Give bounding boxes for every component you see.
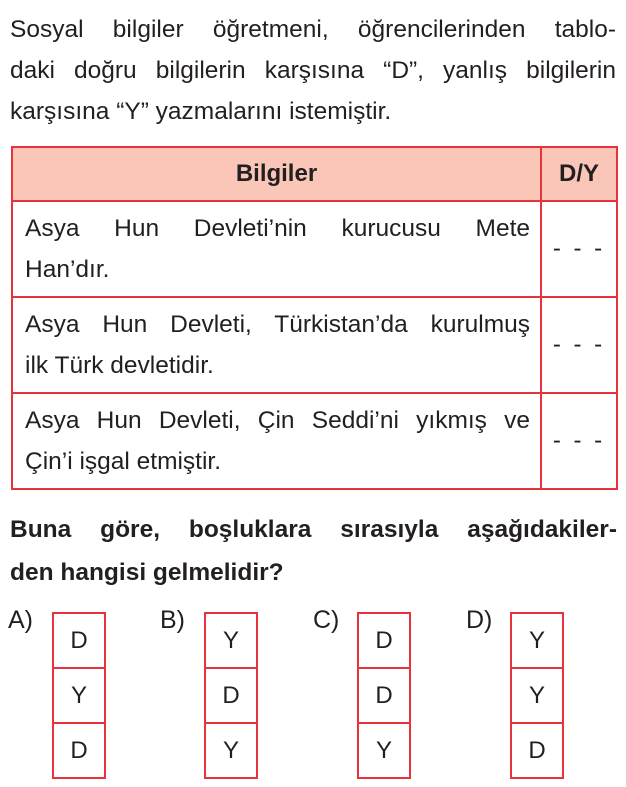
option-label: A) bbox=[8, 606, 33, 634]
option-label: C) bbox=[313, 606, 340, 634]
option-box bbox=[510, 612, 564, 779]
option-box bbox=[204, 612, 258, 779]
table-row bbox=[12, 297, 617, 393]
option-cell: D bbox=[358, 668, 410, 723]
option-cell: Y bbox=[205, 613, 257, 668]
option-cell: Y bbox=[511, 668, 563, 723]
statement-line: ilk Türk devletidir. bbox=[25, 352, 214, 379]
question-line: den hangisi gelmelidir? bbox=[10, 559, 284, 586]
option-cell: D bbox=[205, 668, 257, 723]
option-box bbox=[52, 612, 106, 779]
table-header-row bbox=[12, 147, 617, 201]
answer-blank: - - - bbox=[541, 297, 617, 393]
intro-line: karşısına “Y” yazmalarını istemiştir. bbox=[10, 98, 392, 125]
option-cell: Y bbox=[358, 723, 410, 778]
header-dy: D/Y bbox=[541, 147, 617, 201]
option-label: B) bbox=[160, 606, 185, 634]
question-text bbox=[10, 508, 617, 594]
option-cell: Y bbox=[511, 613, 563, 668]
intro-line: daki doğru bilgilerin karşısına “D”, yanlış bilgilerin bbox=[10, 57, 616, 84]
statement-cell bbox=[12, 393, 541, 489]
statement-line: Asya Hun Devleti, Çin Seddi’ni yıkmış ve bbox=[25, 407, 530, 434]
intro-text bbox=[10, 9, 616, 132]
table-row bbox=[12, 201, 617, 297]
option-cell: Y bbox=[53, 668, 105, 723]
statement-cell bbox=[12, 201, 541, 297]
answer-blank: - - - bbox=[541, 201, 617, 297]
statement-line: Çin’i işgal etmiştir. bbox=[25, 448, 222, 475]
statement-line: Asya Hun Devleti, Türkistan’da kurulmuş bbox=[25, 311, 530, 338]
option-box bbox=[357, 612, 411, 779]
table-row bbox=[12, 393, 617, 489]
statement-cell bbox=[12, 297, 541, 393]
question-line: Buna göre, boşluklara sırasıyla aşağıdakiler- bbox=[10, 516, 617, 543]
option-cell: D bbox=[358, 613, 410, 668]
header-bilgiler: Bilgiler bbox=[12, 147, 541, 201]
answer-blank: - - - bbox=[541, 393, 617, 489]
option-cell: D bbox=[511, 723, 563, 778]
option-cell: D bbox=[53, 613, 105, 668]
option-cell: D bbox=[53, 723, 105, 778]
option-label: D) bbox=[466, 606, 493, 634]
statement-line: Han’dır. bbox=[25, 256, 110, 283]
statement-line: Asya Hun Devleti’nin kurucusu Mete bbox=[25, 215, 530, 242]
intro-line: Sosyal bilgiler öğretmeni, öğrencilerinden tablo- bbox=[10, 16, 616, 43]
option-cell: Y bbox=[205, 723, 257, 778]
info-table bbox=[11, 146, 618, 490]
